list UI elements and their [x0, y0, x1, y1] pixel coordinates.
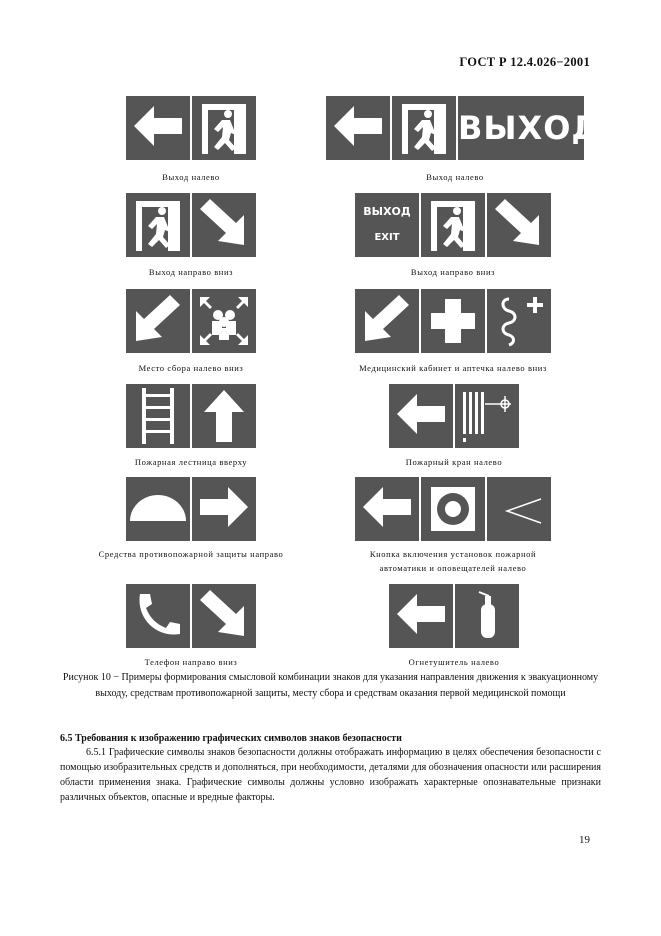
sign-exit-runner [421, 193, 485, 257]
sign-arrow-down-left [126, 289, 190, 353]
figure-label: Место сбора налево вниз [138, 363, 244, 373]
figure-label: Медицинский кабинет и аптечка налево вниз [359, 363, 547, 373]
figure-label: Пожарный кран налево [405, 457, 503, 467]
sign-exit-runner [392, 96, 456, 160]
sign-arrow-left [389, 584, 453, 648]
sign-arrow-left [326, 96, 390, 160]
sign-fire-extinguisher [455, 584, 519, 648]
figure-label: Пожарная лестница вверху [134, 457, 248, 467]
sign-exit-runner [126, 193, 190, 257]
sign-exit-runner [192, 96, 256, 160]
figure-label: Огнетушитель налево [408, 657, 500, 667]
section-paragraph: 6.5.1 Графические символы знаков безопасности должны отображать информацию в целях обеспечения безопасности с помощью изобразительных средств и дополняться, при необходимости, деталями для обозначения опасности или расширения области применения знака. Графические символы должны условно изображать характерные опознавательные признаки различных объектов, опасные и вредные факторы. [60, 747, 601, 803]
figure-caption: Рисунок 10 − Примеры формирования смысловой комбинации знаков для указания направления движения к эвакуационному выходу, средствам противопожарной защиты, месту сбора и средствам оказания первой медицинской помощи [62, 672, 599, 699]
sign-exit-text-small: ВЫХОД EXIT [355, 193, 419, 257]
sign-arrow-down-right [487, 193, 551, 257]
figure-label: Телефон направо вниз [144, 657, 238, 667]
sign-arrow-right [192, 477, 256, 541]
figure-label: Выход налево [162, 172, 220, 182]
sign-telephone [126, 584, 190, 648]
figure-label: Выход налево [426, 172, 484, 182]
figure-label: Выход направо вниз [148, 267, 234, 277]
sign-first-aid-cross [421, 289, 485, 353]
sign-arrow-left [126, 96, 190, 160]
figure-label: Кнопка включения установок пожарной автоматики и оповещателей налево [369, 549, 537, 573]
sign-medical-snake [487, 289, 551, 353]
sign-fire-alarm-speaker [487, 477, 551, 541]
sign-fire-button [421, 477, 485, 541]
sign-arrow-down-right [192, 193, 256, 257]
sign-arrow-down-right [192, 584, 256, 648]
sign-fire-hose [455, 384, 519, 448]
sign-fire-ladder [126, 384, 190, 448]
sign-exit-text: ВЫХОД [458, 96, 584, 160]
page-number: 19 [579, 834, 590, 846]
figure-label: Средства противопожарной защиты направо [98, 549, 284, 559]
figure-label: Выход направо вниз [410, 267, 496, 277]
sign-arrow-up [192, 384, 256, 448]
sign-assembly-point [192, 289, 256, 353]
sign-arrow-left [389, 384, 453, 448]
section-heading: 6.5 Требования к изображению графических символов знаков безопасности [60, 733, 402, 744]
sign-arrow-down-left [355, 289, 419, 353]
sign-fire-protection-dome [126, 477, 190, 541]
document-code: ГОСТ Р 12.4.026−2001 [459, 55, 590, 69]
sign-arrow-left [355, 477, 419, 541]
